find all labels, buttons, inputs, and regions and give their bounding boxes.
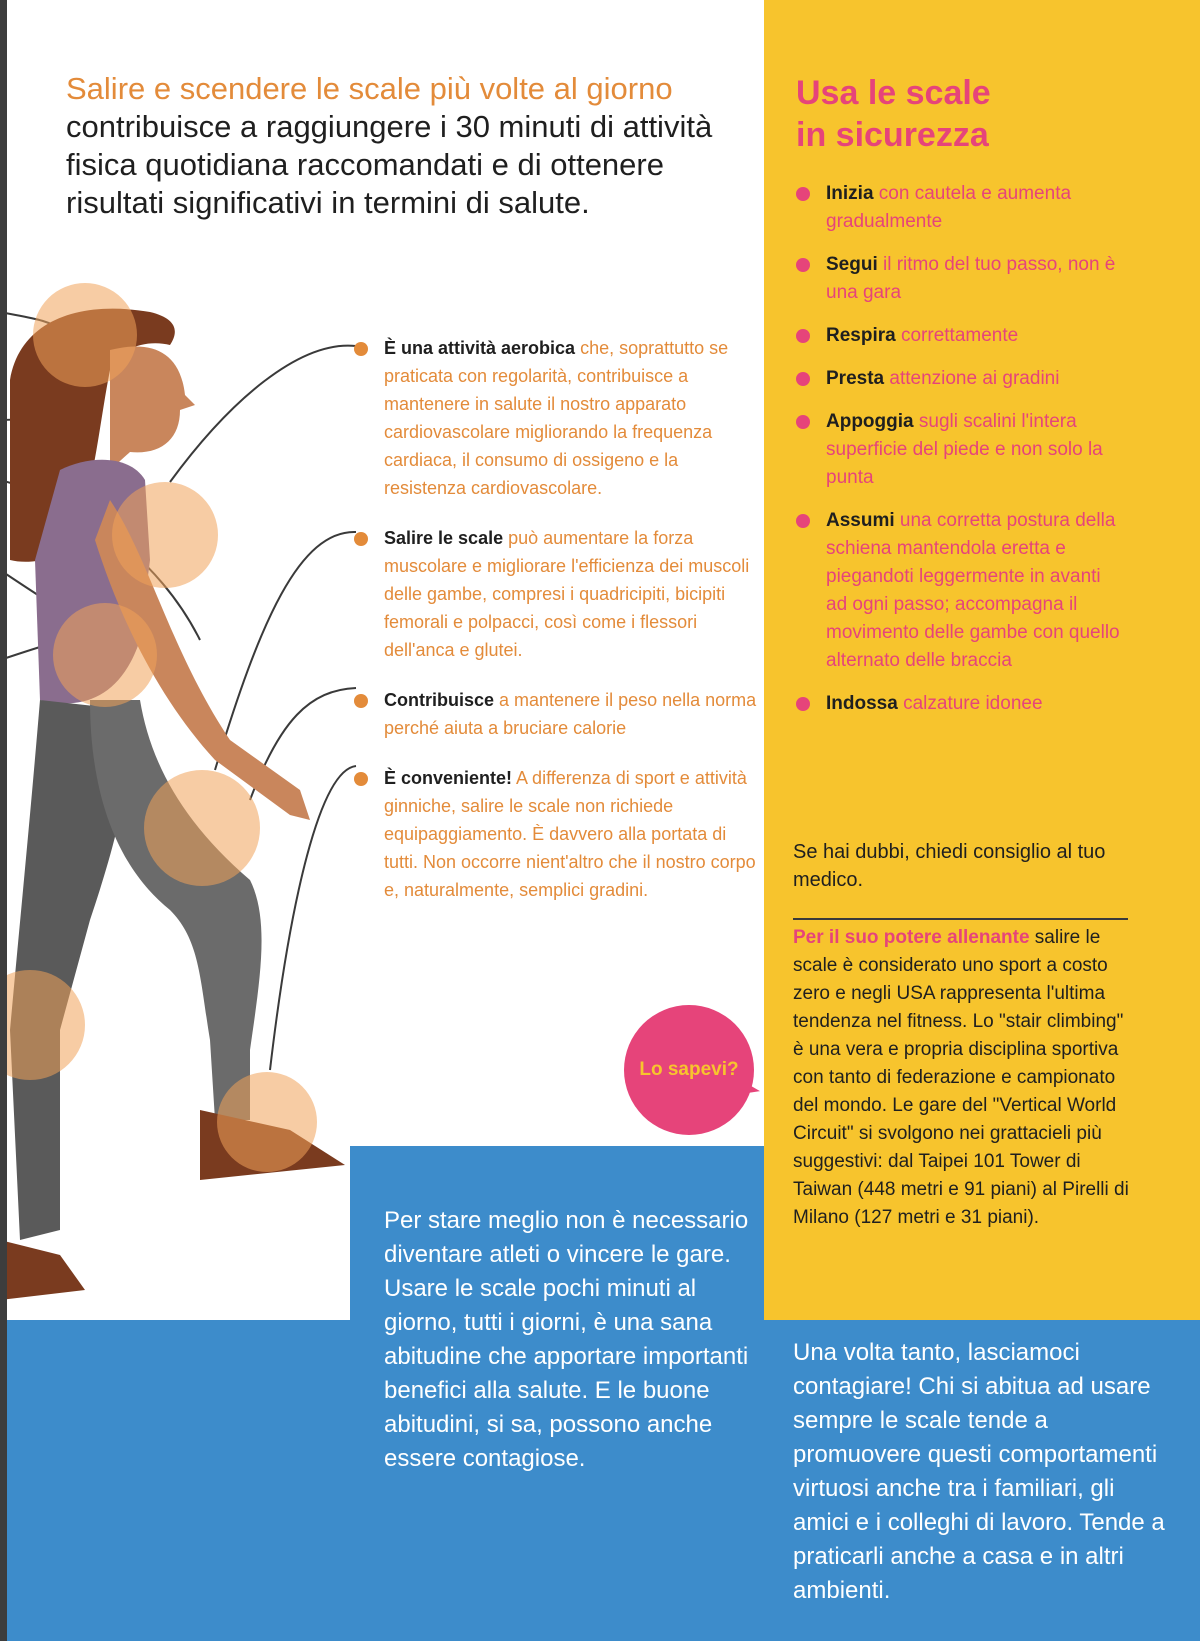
safety-item — [796, 690, 1126, 718]
left-border — [0, 0, 7, 1641]
safety-item-text: con cautela e aumenta gradualmente — [826, 183, 1072, 232]
benefit-item — [354, 524, 759, 664]
doctor-advice: Se hai dubbi, chiedi consiglio al tuo medico. — [793, 841, 1106, 891]
benefit-item — [354, 334, 759, 502]
bullet-dot-icon — [354, 694, 368, 708]
safety-item — [796, 408, 1126, 492]
safety-item — [796, 322, 1126, 350]
joint-highlight — [53, 603, 157, 707]
safety-title-line: Usa le scale — [796, 74, 991, 112]
safety-title-line: in sicurezza — [796, 116, 989, 154]
bullet-dot-icon — [354, 772, 368, 786]
safety-item-lead: Assumi — [826, 510, 895, 531]
joint-highlight — [0, 970, 85, 1080]
did-you-know-lead: Per il suo potere allenante — [793, 927, 1030, 948]
benefit-lead: Salire le scale — [384, 528, 504, 548]
safety-item-text: attenzione ai gradini — [884, 368, 1060, 389]
bullet-dot-icon — [796, 329, 810, 343]
intro-paragraph — [66, 70, 766, 222]
bullet-dot-icon — [796, 258, 810, 272]
safety-item-lead: Appoggia — [826, 411, 914, 432]
did-you-know-bubble: Lo sapevi? — [624, 1005, 754, 1135]
habit-paragraph: Per stare meglio non è necessario diventare atleti o vincere le gare. Usare le scale pochi minuti al giorno, tutti i giorni, è una sana abitudine che apportare importanti benefici alla salute. E le buone abitudini, si sa, possono anche essere contagiose. — [384, 1207, 749, 1472]
safety-item-lead: Inizia — [826, 183, 874, 204]
safety-title — [796, 72, 1096, 156]
safety-item — [796, 365, 1126, 393]
safety-item — [796, 251, 1126, 307]
benefit-text: A differenza di sport e attività ginniche, salire le scale non richiede equipaggiamento. È davvero alla portata di tutti. Non occorre nient'altro che il nostro corpo e, naturalmente, semplici gradini. — [384, 768, 756, 900]
safety-item — [796, 180, 1126, 236]
joint-highlight — [144, 770, 260, 886]
benefit-text: che, soprattutto se praticata con regolarità, contribuisce a mantenere in salute il nostro apparato cardiovascolare migliorando la frequenza cardiaca, il consumo di ossigeno e la resistenza cardiovascolare. — [384, 338, 729, 498]
safety-item-text: sugli scalini l'intera superficie del piede e non solo la punta — [826, 411, 1103, 488]
connector-line — [170, 346, 356, 482]
benefit-item — [354, 764, 759, 904]
joint-highlight — [112, 482, 218, 588]
safety-item-lead: Indossa — [826, 693, 898, 714]
benefit-lead: Contribuisce — [384, 690, 495, 710]
bullet-dot-icon — [354, 342, 368, 356]
bullet-dot-icon — [796, 415, 810, 429]
bullet-dot-icon — [796, 187, 810, 201]
did-you-know-body: salire le scale è considerato uno sport a costo zero e negli USA rappresenta l'ultima tendenza nel fitness. Lo "stair climbing" è una vera e propria disciplina sportiva con tanto di federazione e campionato del mondo. Le gare del "Vertical World Circuit" si svolgono nei grattacieli più suggestivi: dal Taipei 101 Tower di Taiwan (448 metri e 91 piani) al Pirelli di Milano (127 metri e 31 piani). — [793, 927, 1129, 1228]
safety-item-lead: Segui — [826, 254, 878, 275]
contagion-paragraph: Una volta tanto, lasciamoci contagiare! Chi si abitua ad usare sempre le scale tende a promuovere questi comportamenti virtuosi anche tra i familiari, gli amici e i colleghi di lavoro. Tende a praticarli anche a casa e in altri ambienti. — [793, 1339, 1165, 1604]
connector-line — [215, 532, 356, 770]
safety-item-text: il ritmo del tuo passo, non è una gara — [826, 254, 1116, 303]
bullet-dot-icon — [354, 532, 368, 546]
connector-line — [270, 766, 356, 1070]
did-you-know-text — [793, 924, 1133, 1232]
benefit-text: a mantenere il peso nella norma perché aiuta a bruciare calorie — [384, 690, 757, 738]
joint-highlight — [33, 283, 137, 387]
benefit-lead: È conveniente! — [384, 768, 513, 788]
safety-item-text: una corretta postura della schiena mantendola eretta e piegandoti leggermente in avanti ad ogni passo; accompagna il movimento delle gambe con quello alternato delle braccia — [826, 510, 1120, 671]
safety-item-lead: Presta — [826, 368, 885, 389]
bullet-dot-icon — [796, 514, 810, 528]
intro-highlight: Salire e scendere le scale più volte al giorno — [66, 71, 673, 106]
safety-item — [796, 507, 1126, 675]
safety-item-lead: Respira — [826, 325, 896, 346]
safety-list — [796, 180, 1126, 733]
benefit-item — [354, 686, 759, 742]
joint-highlight — [217, 1072, 317, 1172]
divider — [793, 918, 1128, 920]
benefits-list — [354, 334, 759, 926]
bullet-dot-icon — [796, 697, 810, 711]
benefit-text: può aumentare la forza muscolare e migliorare l'efficienza dei muscoli delle gambe, compresi i quadricipiti, bicipiti femorali e polpacci, così come i flessori dell'anca e glutei. — [384, 528, 750, 660]
bullet-dot-icon — [796, 372, 810, 386]
intro-body: contribuisce a raggiungere i 30 minuti di attività fisica quotidiana raccomandati e di ottenere risultati significativi in termini di salute. — [66, 109, 713, 220]
safety-item-text: correttamente — [895, 325, 1019, 346]
safety-item-text: calzature idonee — [897, 693, 1043, 714]
benefit-lead: È una attività aerobica — [384, 338, 576, 358]
